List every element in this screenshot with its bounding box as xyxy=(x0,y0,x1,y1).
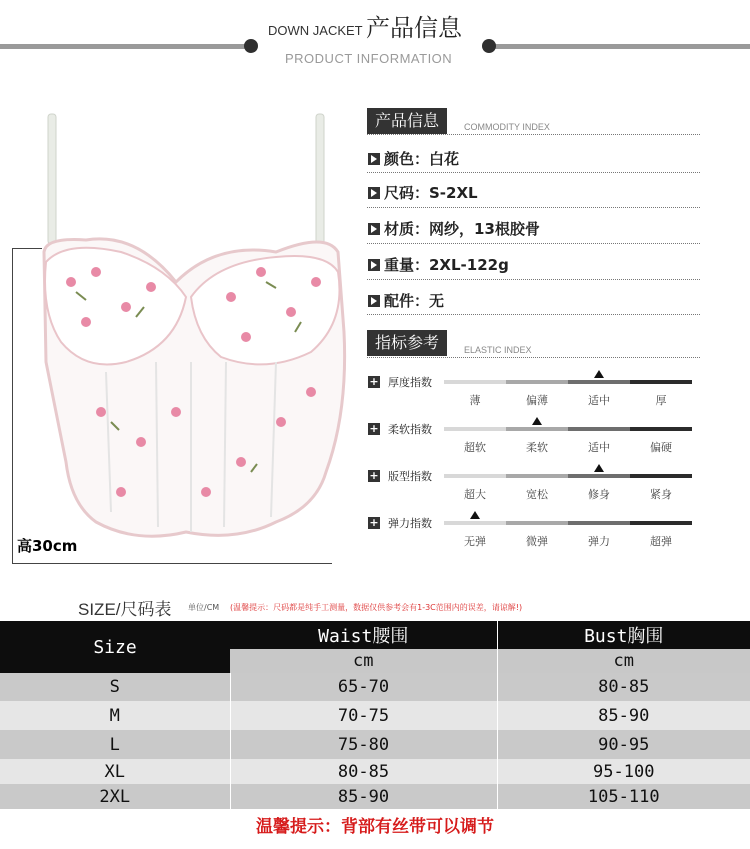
size-chart-note: (温馨提示：尺码都是纯手工测量，数据仅供参考会有1-3C范围内的误差，请谅解!) xyxy=(230,603,523,612)
unit-bust: cm xyxy=(497,649,750,673)
index-label: 适中 xyxy=(588,394,610,407)
index-section-subtitle: ELASTIC INDEX xyxy=(464,345,532,355)
index-marker-icon xyxy=(470,511,480,519)
arrow-icon xyxy=(368,153,380,165)
cell-waist: 70-75 xyxy=(230,701,497,730)
info-text: 材质：网纱，13根胶骨 xyxy=(384,220,540,238)
index-label: 超弹 xyxy=(650,535,672,548)
product-image xyxy=(26,112,356,552)
cell-waist: 65-70 xyxy=(230,673,497,701)
info-text: 尺码：S-2XL xyxy=(384,184,478,202)
size-table xyxy=(0,621,750,809)
info-row-weight xyxy=(368,254,509,275)
index-bar-segment xyxy=(630,427,692,431)
divider xyxy=(367,243,700,244)
index-bar-segment xyxy=(506,474,568,478)
header-dot-right xyxy=(482,39,496,53)
header-line-left xyxy=(0,44,250,49)
index-labels xyxy=(444,486,692,502)
index-label: 薄 xyxy=(469,394,481,407)
cell-bust: 90-95 xyxy=(497,730,750,759)
size-chart-unit: 单位/CM xyxy=(188,603,220,612)
index-label: 无弹 xyxy=(464,535,486,548)
index-bar xyxy=(444,521,692,525)
plus-icon: + xyxy=(369,516,379,529)
info-text: 颜色：白花 xyxy=(384,150,460,168)
info-text: 重量：2XL-122g xyxy=(384,256,509,274)
index-label: 弹力 xyxy=(588,535,610,548)
index-label: 偏薄 xyxy=(526,394,548,407)
cell-size: 2XL xyxy=(0,784,230,809)
info-row-size xyxy=(368,182,478,203)
index-label: 修身 xyxy=(588,488,610,501)
header-waist: Waist腰围 xyxy=(230,621,497,649)
cell-waist: 80-85 xyxy=(230,759,497,784)
height-label: 高30cm xyxy=(17,537,78,555)
index-name: 柔软指数 xyxy=(388,423,432,436)
index-marker-icon xyxy=(594,464,604,472)
size-chart-title: SIZE/尺码表 xyxy=(78,600,172,619)
index-bar-segment xyxy=(568,521,630,525)
cell-bust: 85-90 xyxy=(497,701,750,730)
cell-size: XL xyxy=(0,759,230,784)
index-bar xyxy=(444,427,692,431)
index-row xyxy=(368,470,698,510)
index-marker-icon xyxy=(532,417,542,425)
table-row xyxy=(0,673,750,701)
divider xyxy=(367,207,700,208)
header-size: Size xyxy=(0,621,230,673)
info-section-subtitle: COMMODITY INDEX xyxy=(464,122,550,132)
size-rows xyxy=(0,673,750,809)
index-labels xyxy=(444,533,692,549)
index-bar-segment xyxy=(568,474,630,478)
index-bar-segment xyxy=(506,521,568,525)
index-label: 厚 xyxy=(655,394,667,407)
index-name: 版型指数 xyxy=(388,470,432,483)
cell-size: M xyxy=(0,701,230,730)
arrow-icon xyxy=(368,223,380,235)
index-name: 弹力指数 xyxy=(388,517,432,530)
divider xyxy=(367,134,700,135)
table-row xyxy=(0,730,750,759)
cell-size: L xyxy=(0,730,230,759)
info-row-accessory xyxy=(368,290,444,311)
index-label: 宽松 xyxy=(526,488,548,501)
index-row xyxy=(368,376,698,416)
cell-waist: 85-90 xyxy=(230,784,497,809)
index-label: 超软 xyxy=(464,441,486,454)
divider xyxy=(367,172,700,173)
cell-bust: 95-100 xyxy=(497,759,750,784)
index-row xyxy=(368,517,698,557)
plus-icon: + xyxy=(369,469,379,482)
info-row-color xyxy=(368,148,459,169)
index-label: 超大 xyxy=(464,488,486,501)
height-measure-bottom xyxy=(12,563,332,564)
divider xyxy=(367,357,700,358)
header-title-en: DOWN JACKET xyxy=(268,23,363,38)
index-bar xyxy=(444,474,692,478)
index-label: 紧身 xyxy=(650,488,672,501)
index-name: 厚度指数 xyxy=(388,376,432,389)
index-bar-segment xyxy=(506,380,568,384)
arrow-icon xyxy=(368,295,380,307)
index-bar-segment xyxy=(630,380,692,384)
index-bar-segment xyxy=(444,521,506,525)
index-bar-segment xyxy=(568,380,630,384)
index-marker-icon xyxy=(594,370,604,378)
index-labels xyxy=(444,392,692,408)
header-subtitle: PRODUCT INFORMATION xyxy=(285,51,453,66)
footer-tip: 温馨提示：背部有丝带可以调节 xyxy=(256,817,494,837)
index-label: 适中 xyxy=(588,441,610,454)
divider xyxy=(367,279,700,280)
index-bar-segment xyxy=(630,521,692,525)
cell-waist: 75-80 xyxy=(230,730,497,759)
unit-waist: cm xyxy=(230,649,497,673)
index-row xyxy=(368,423,698,463)
height-measure-top xyxy=(12,248,42,249)
index-label: 柔软 xyxy=(526,441,548,454)
index-bar xyxy=(444,380,692,384)
table-row xyxy=(0,759,750,784)
index-bar-segment xyxy=(568,427,630,431)
index-label: 偏硬 xyxy=(650,441,672,454)
index-bar-segment xyxy=(444,427,506,431)
info-section-title: 产品信息 xyxy=(367,108,447,134)
index-label: 微弹 xyxy=(526,535,548,548)
arrow-icon xyxy=(368,259,380,271)
plus-icon: + xyxy=(369,422,379,435)
header-line-right xyxy=(488,44,750,49)
divider xyxy=(367,314,700,315)
index-bar-segment xyxy=(444,380,506,384)
info-text: 配件：无 xyxy=(384,292,445,310)
arrow-icon xyxy=(368,187,380,199)
header-bust: Bust胸围 xyxy=(497,621,750,649)
index-bar-segment xyxy=(630,474,692,478)
header-dot-left xyxy=(244,39,258,53)
index-labels xyxy=(444,439,692,455)
cell-bust: 80-85 xyxy=(497,673,750,701)
height-measure-line xyxy=(12,248,13,564)
index-section-title: 指标参考 xyxy=(367,330,447,356)
cell-bust: 105-110 xyxy=(497,784,750,809)
index-bar-segment xyxy=(444,474,506,478)
plus-icon: + xyxy=(369,375,379,388)
table-row xyxy=(0,701,750,730)
header-title-cn: 产品信息 xyxy=(366,14,462,42)
info-row-material xyxy=(368,218,540,239)
table-row xyxy=(0,784,750,809)
index-bar-segment xyxy=(506,427,568,431)
cell-size: S xyxy=(0,673,230,701)
